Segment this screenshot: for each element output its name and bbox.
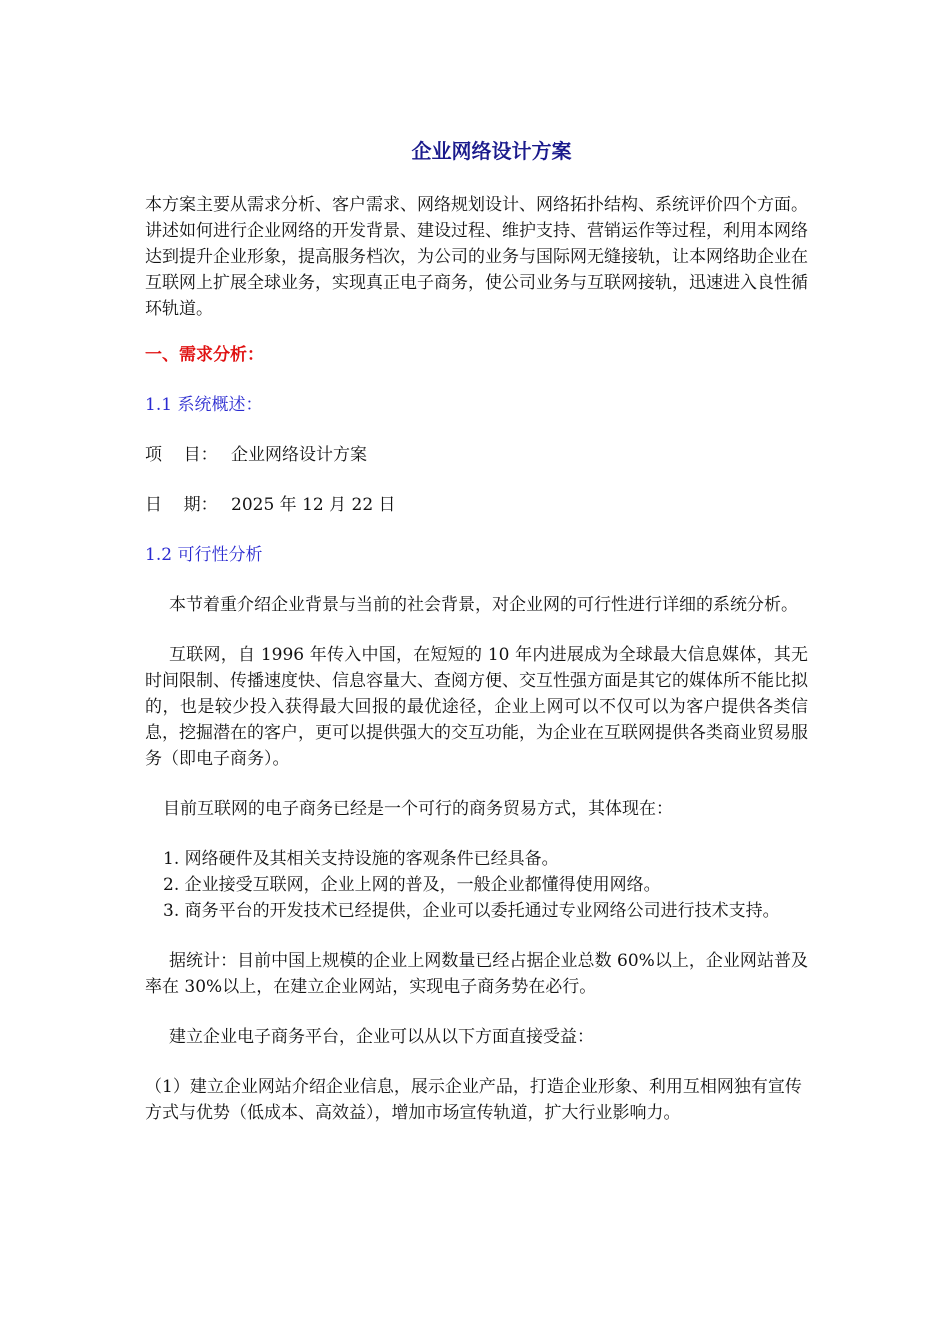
feasibility-paragraph-1: 本节着重介绍企业背景与当前的社会背景，对企业网的可行性进行详细的系统分析。 [169,595,798,615]
section-heading-requirements: 一、需求分析： [145,345,264,365]
statistics-paragraph: 据统计：目前中国上规模的企业上网数量已经占据企业总数 60%以上，企业网站普及率在 30%以上，在建立企业网站，实现电子商务势在必行。 [145,951,808,997]
document-content [145,134,808,1126]
date-value: 2025 年 12 月 22 日 [231,495,396,515]
project-value: 企业网络设计方案 [231,445,367,465]
benefits-intro-paragraph: 建立企业电子商务平台，企业可以从以下方面直接受益： [169,1027,594,1047]
date-row [145,492,808,518]
benefit-item-1: （1）建立企业网站介绍企业信息，展示企业产品，打造企业形象、利用互相网独有宣传方式与优势（低成本、高效益），增加市场宣传轨道，扩大行业影响力。 [145,1077,802,1123]
feasibility-paragraph-3: 目前互联网的电子商务已经是一个可行的商务贸易方式，其体现在： [163,799,673,819]
intro-paragraph: 本方案主要从需求分析、客户需求、网络规划设计、网络拓扑结构、系统评价四个方面。讲述如何进行企业网络的开发背景、建设过程、维护支持、营销运作等过程，利用本网络达到提升企业形象，提高服务档次，为公司的业务与国际网无缝接轨，让本网络助企业在互联网上扩展全球业务，实现真正电子商务，使公司业务与互联网接轨，迅速进入良性循环轨道。 [145,195,808,319]
date-label: 日 期： [145,495,218,515]
subheading-feasibility: 1.2 可行性分析 [145,545,263,565]
project-label: 项 目： [145,445,218,465]
conditions-list [145,846,808,924]
list-item: 1. 网络硬件及其相关支持设施的客观条件已经具备。 [163,849,559,869]
subheading-system-overview: 1.1 系统概述： [145,395,263,415]
feasibility-paragraph-2: 互联网，自 1996 年传入中国，在短短的 10 年内进展成为全球最大信息媒体，其无时间限制、传播速度快、信息容量大、查阅方便、交互性强方面是其它的媒体所不能比拟的，也是较少投入获得最大回报的最优途径，企业上网可以不仅可以为客户提供各类信息，挖掘潜在的客户，更可以提供强大的交互功能，为企业在互联网提供各类商业贸易服务（即电子商务）。 [145,645,808,769]
list-item: 3. 商务平台的开发技术已经提供，企业可以委托通过专业网络公司进行技术支持。 [163,901,780,921]
project-row [145,442,808,468]
list-item: 2. 企业接受互联网，企业上网的普及，一般企业都懂得使用网络。 [163,875,661,895]
document-title: 企业网络设计方案 [411,139,572,163]
